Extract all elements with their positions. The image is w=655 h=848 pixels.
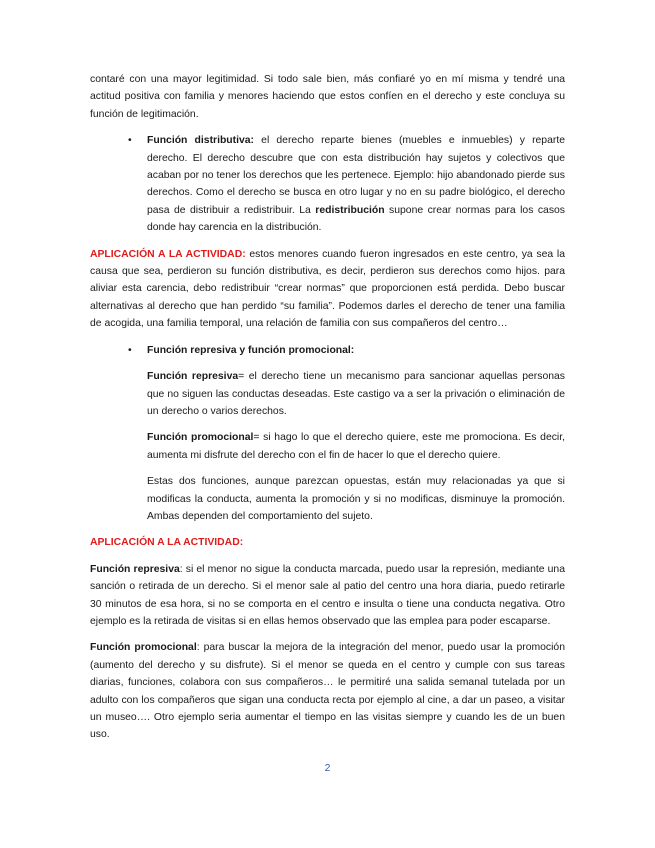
distributive-text-end: supone crear normas para los casos donde hay carencia en la distribución.	[147, 204, 565, 234]
activity-repressive-title: Función represiva	[90, 563, 180, 575]
distributive-text: el derecho reparte bienes (muebles e inmuebles) y reparte derecho. El derecho descubre que con esta distribución hay sujetos y colectivos que acaban por no tener los derechos que les pertenece. Ejemplo: hijo abandonado pierde sus derechos. Como el derecho se busca en otro lugar y no en su padre biológico, el derecho pasa de distribuir a redistribuir. La	[147, 135, 565, 216]
bullet-distributive	[90, 132, 565, 236]
bullet-repressive-promotional	[90, 342, 565, 359]
activity-application-2-heading	[90, 534, 565, 551]
activity-promotional-title: Función promocional	[90, 642, 197, 654]
distributive-paragraph	[147, 132, 565, 236]
both-functions-paragraph: Estas dos funciones, aunque parezcan opuestas, están muy relacionadas ya que si modificas la conducta, aumenta la promoción y si no modificas, disminuye la promoción. Ambas dependen del comportamiento del sujeto.	[147, 476, 565, 522]
activity-label-1: APLICACIÓN A LA ACTIVIDAD:	[90, 248, 246, 260]
promotional-definition: Función promocional= si hago lo que el derecho quiere, este me promociona. Es decir, aumenta mi disfrute del derecho con el fin de hacer lo que el derecho quiere.	[147, 432, 565, 461]
activity-label-2: APLICACIÓN A LA ACTIVIDAD:	[90, 537, 244, 549]
activity-application-1	[90, 246, 565, 333]
bullet-marker: •	[128, 344, 132, 356]
activity-promotional: Función promocional: para buscar la mejora de la integración del menor, puedo usar la promoción (aumento del derecho y su disfrute). Si el menor se queda en el centro y cumple con sus tareas diarias, funciones, colabora con sus compañeros… le permitiré una salida semanal tutelada por un adulto con los compañeros que sigan una conducta recta por ejemplo al cine, a dar un paseo, a visitar un museo…. Otro ejemplo seria aumentar el tiempo en las visitas siempre y cuando les de un buen uso.	[90, 642, 565, 741]
repressive-title: Función represiva	[147, 371, 239, 383]
activity-repressive: Función represiva: si el menor no sigue la conducta marcada, puedo usar la represión, mediante una sanción o retirada de un derecho. Si el menor sale al patio del centro una hora diaria, puedo retirarle 30 minutos de esa hora, si no se comporta en el centro e insulta o tiene una conducta negativa. Otro ejemplo es la retirada de visitas si en ellas hemos observado que las emplea para poder escaparse.	[90, 563, 565, 627]
paragraph-legitimacy: contaré con una mayor legitimidad. Si todo sale bien, más confiaré yo en mí misma y tendré una actitud positiva con familia y menores haciendo que estos confíen en el derecho y este concluya su función de legitimación.	[90, 74, 565, 120]
distributive-title: Función distributiva:	[147, 135, 255, 147]
document-page	[90, 71, 565, 744]
repressive-definition: Función represiva= el derecho tiene un mecanismo para sancionar aquellas personas que no siguen las conductas deseadas. Este castigo va a ser la privación o eliminación de un derecho o varios derechos.	[147, 371, 565, 417]
promotional-title: Función promocional	[147, 432, 254, 444]
redistribution-term: redistribución	[315, 204, 385, 216]
activity-text-1: estos menores cuando fueron ingresados en este centro, ya sea la causa que sea, perdieron su función distributiva, es decir, perdieron sus derechos como hijos. para aliviar esta carencia, debo redistribuir “crear normas” que proporcionen está perdida. Debo buscar alternativas al derecho que han perdido “su familia”. Podemos darles el derecho de tener una familia de acogida, una familia temporal, una relación de familia con sus compañeros del centro…	[90, 248, 565, 330]
bullet-heading: Función represiva y función promocional:	[147, 344, 355, 356]
page-number: 2	[324, 763, 331, 774]
bullet-marker: •	[128, 135, 132, 147]
